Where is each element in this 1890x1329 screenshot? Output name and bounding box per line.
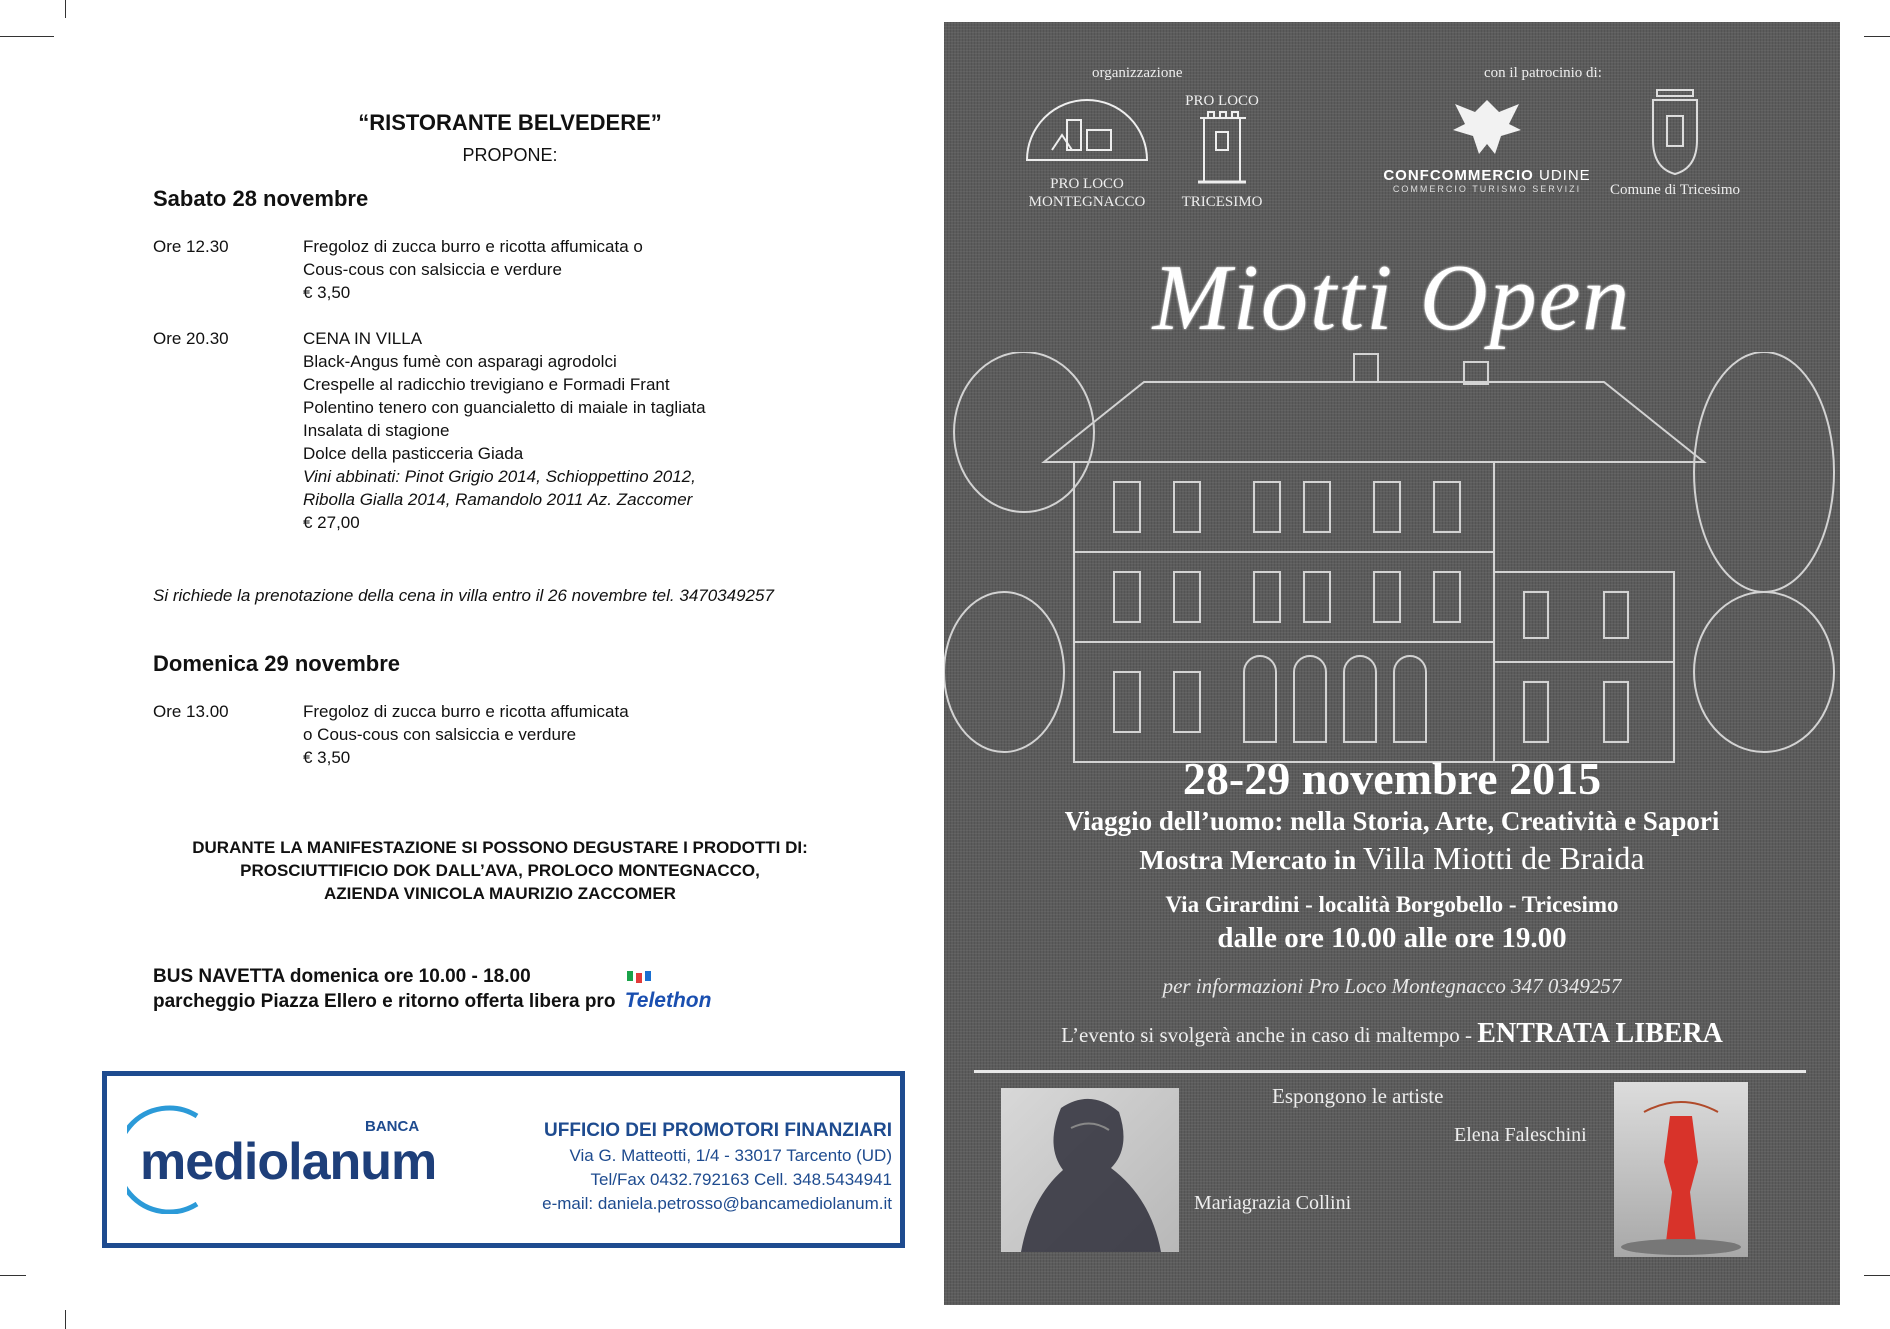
bus-line: BUS NAVETTA domenica ore 10.00 - 18.00 <box>153 966 531 987</box>
event-title: Miotti Open <box>1152 246 1632 350</box>
office-address: Via G. Matteotti, 1/4 - 33017 Tarcento (UD) <box>569 1146 892 1165</box>
menu-line: Crespelle al radicchio trevigiano e Formadi Frant <box>303 375 670 394</box>
menu-line: CENA IN VILLA <box>303 329 423 348</box>
menu-price: € 3,50 <box>303 748 351 767</box>
day1-dinner-items <box>303 327 706 534</box>
artist-photo-collini <box>1001 1088 1179 1252</box>
menu-line: Fregoloz di zucca burro e ricotta affumicata <box>303 702 629 721</box>
proloco-t-line2: TRICESIMO <box>1181 194 1263 210</box>
weather-text: L’evento si svolgerà anche in caso di maltempo - <box>1061 1023 1478 1047</box>
event-poster <box>944 22 1840 1305</box>
confcommercio-logo <box>1382 92 1592 194</box>
crop-mark <box>0 36 54 37</box>
tasting-line: PROSCIUTTIFICIO DOK DALL’AVA, PROLOCO MONTEGNACCO, <box>240 861 760 880</box>
menu-line: Dolce della pasticceria Giada <box>303 444 524 463</box>
sculpture-red-figure-image <box>1614 1082 1748 1257</box>
bank-small-label: BANCA <box>365 1118 420 1135</box>
tasting-line: AZIENDA VINICOLA MAURIZIO ZACCOMER <box>324 884 676 903</box>
confcommercio-text: CONFCOMMERCIO <box>1383 167 1534 184</box>
confcommercio-name <box>1382 167 1592 184</box>
day2-lunch-items <box>303 700 629 769</box>
proloco-montegnacco-icon <box>1022 90 1152 170</box>
crop-mark <box>65 0 66 18</box>
menu-price: € 3,50 <box>303 283 351 302</box>
venue-prefix: Mostra Mercato in <box>1139 845 1364 875</box>
event-info: per informazioni Pro Loco Montegnacco 347 0349257 <box>1162 974 1622 998</box>
wines-line: Ribolla Gialla 2014, Ramandolo 2011 Az. Zaccomer <box>303 490 693 509</box>
tower-icon <box>1172 110 1272 188</box>
day1-dinner-time: Ore 20.30 <box>153 329 229 348</box>
day1-lunch-time: Ore 12.30 <box>153 237 229 256</box>
bank-logo <box>127 1104 437 1214</box>
office-title: UFFICIO DEI PROMOTORI FINANZIARI <box>544 1120 892 1141</box>
proloco-montegnacco-logo <box>1022 90 1152 211</box>
proloco-t-line1: PRO LOCO <box>1185 93 1259 109</box>
coat-of-arms-icon <box>1645 84 1705 176</box>
event-theme: Viaggio dell’uomo: nella Storia, Arte, Creatività e Sapori <box>1064 806 1720 836</box>
tasting-line: DURANTE LA MANIFESTAZIONE SI POSSONO DEGUSTARE I PRODOTTI DI: <box>192 838 808 857</box>
telethon-logo <box>625 989 712 1014</box>
proloco-m-line2: MONTEGNACCO <box>1028 194 1146 210</box>
wines-line: Vini abbinati: Pinot Grigio 2014, Schioppettino 2012, <box>303 467 696 486</box>
entry-text: ENTRATA LIBERA <box>1477 1018 1723 1049</box>
tasting-note <box>140 836 860 905</box>
office-email: e-mail: daniela.petrosso@bancamediolanum.it <box>542 1194 892 1213</box>
artist-name-faleschini: Elena Faleschini <box>1454 1124 1587 1146</box>
bank-name: mediolanum <box>140 1133 437 1191</box>
eagle-icon <box>1447 92 1527 162</box>
reservation-note: Si richiede la prenotazione della cena in villa entro il 26 novembre tel. 3470349257 <box>153 586 774 605</box>
event-hours: dalle ore 10.00 alle ore 19.00 <box>1217 922 1567 954</box>
divider <box>974 1070 1806 1073</box>
confcommercio-subtitle: COMMERCIO TURISMO SERVIZI <box>1392 184 1582 194</box>
comune-logo <box>1600 84 1750 199</box>
patronage-label: con il patrocinio di: <box>1484 65 1602 81</box>
menu-line: Fregoloz di zucca burro e ricotta affumicata o <box>303 237 643 256</box>
telethon-text: Telethon <box>624 989 712 1012</box>
organizers-label: organizzazione <box>1092 65 1183 81</box>
bank-ad <box>102 1071 905 1248</box>
bank-contact <box>502 1118 892 1216</box>
day2-heading: Domenica 29 novembre <box>153 651 400 676</box>
event-weather <box>944 1018 1840 1050</box>
telethon-icon <box>627 971 651 989</box>
bus-line <box>153 989 711 1014</box>
venue-name: Villa Miotti de Braida <box>1363 840 1645 876</box>
proloco-tricesimo-logo <box>1172 92 1272 211</box>
office-phone: Tel/Fax 0432.792163 Cell. 348.5434941 <box>590 1170 892 1189</box>
menu-line: Cous-cous con salsiccia e verdure <box>303 260 562 279</box>
artist-photo-faleschini <box>1614 1082 1748 1257</box>
crop-mark <box>65 1310 66 1329</box>
day1-lunch-items <box>303 235 643 304</box>
menu-line: o Cous-cous con salsiccia e verdure <box>303 725 577 744</box>
menu-line: Black-Angus fumè con asparagi agrodolci <box>303 352 617 371</box>
artist-name-collini: Mariagrazia Collini <box>1194 1192 1352 1214</box>
udine-text: UDINE <box>1539 167 1591 184</box>
sculpture-veil-image <box>1001 1088 1179 1252</box>
crop-mark <box>0 1275 26 1276</box>
crop-mark <box>1864 36 1890 37</box>
menu-price: € 27,00 <box>303 513 360 532</box>
comune-label: Comune di Tricesimo <box>1609 182 1740 198</box>
villa-sketch <box>944 352 1840 772</box>
crop-mark <box>1864 1275 1890 1276</box>
menu-line: Insalata di stagione <box>303 421 450 440</box>
proloco-m-line1: PRO LOCO <box>1050 176 1124 192</box>
day2-lunch-time: Ore 13.00 <box>153 702 229 721</box>
event-venue <box>944 840 1840 877</box>
restaurant-title: “RISTORANTE BELVEDERE” <box>358 110 662 135</box>
bus-line-text: parcheggio Piazza Ellero e ritorno offerta libera pro <box>153 991 616 1012</box>
bus-note <box>153 965 711 1014</box>
restaurant-subtitle: PROPONE: <box>462 145 558 165</box>
menu-line: Polentino tenero con guancialetto di maiale in tagliata <box>303 398 706 417</box>
day1-heading: Sabato 28 novembre <box>153 186 369 211</box>
artists-heading: Espongono le artiste <box>1272 1084 1444 1108</box>
event-dates: 28-29 novembre 2015 <box>1182 753 1602 804</box>
event-address: Via Girardini - località Borgobello - Tricesimo <box>1165 892 1619 917</box>
